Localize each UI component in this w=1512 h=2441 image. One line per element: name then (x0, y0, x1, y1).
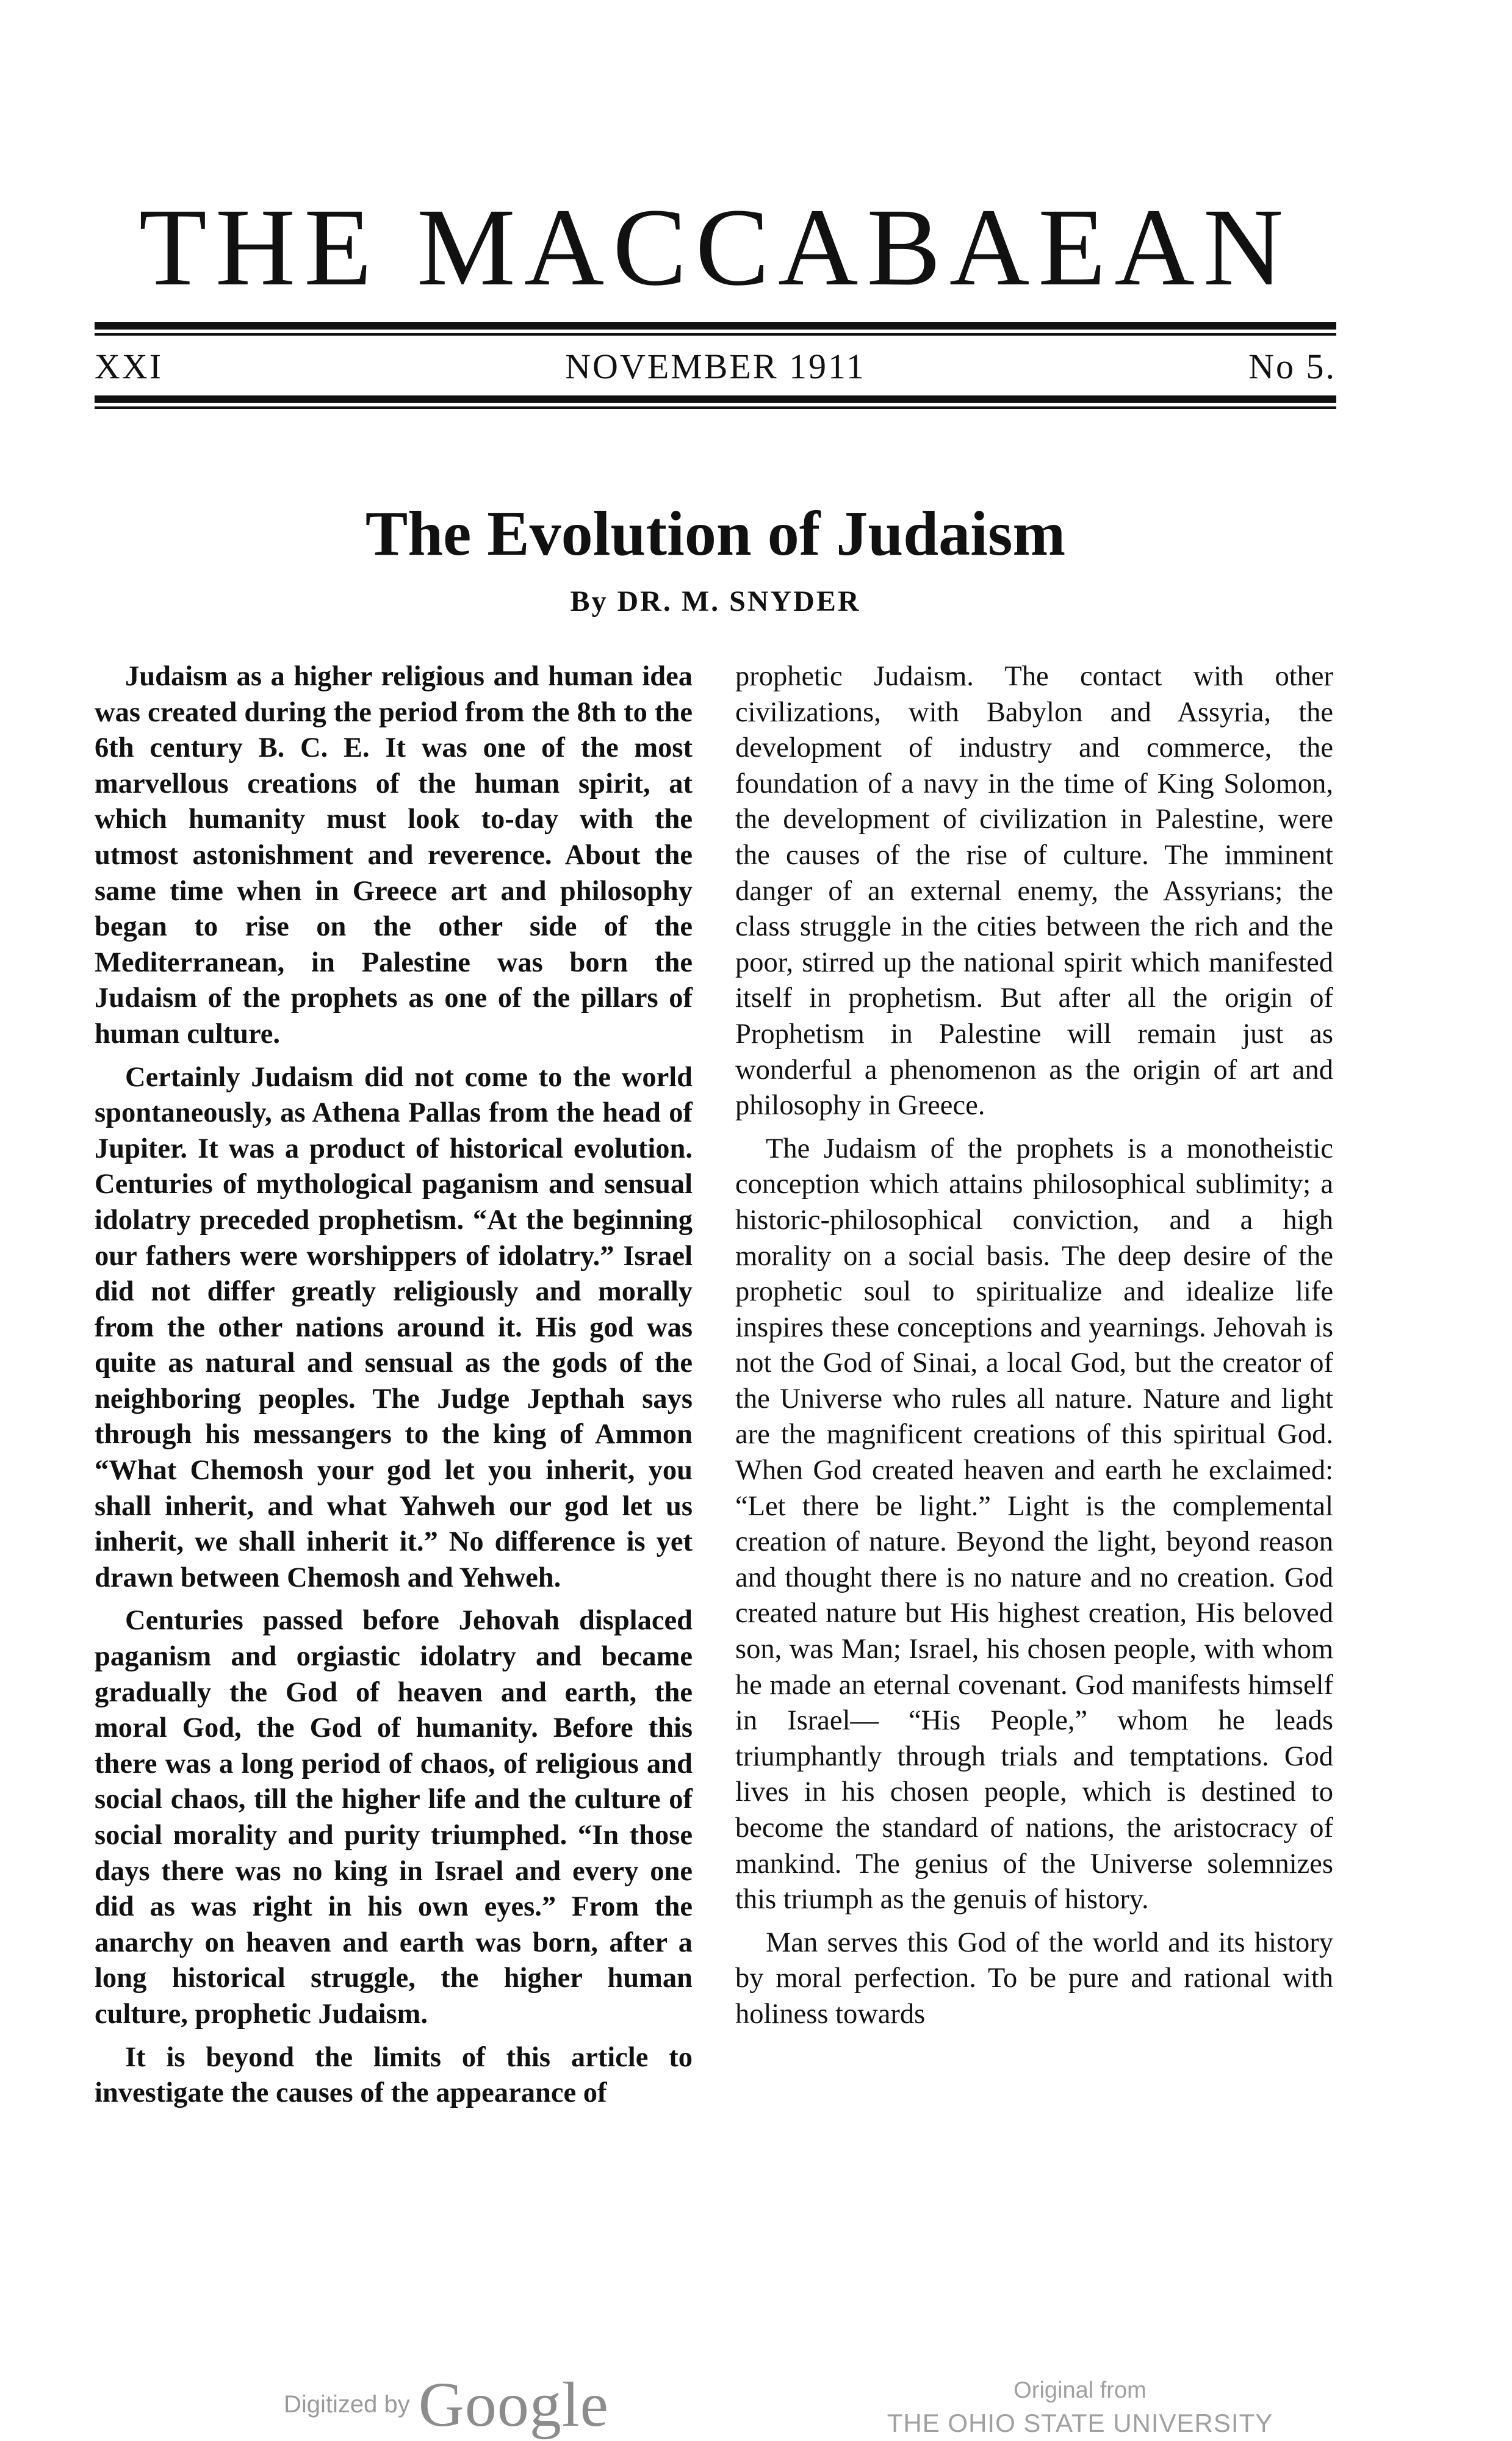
original-from-label: Original from (1013, 2378, 1147, 2403)
paragraph: The Judaism of the prophets is a monotheistic conception which attains philosophical sublimity; a historic-philosophical conviction, and a high morality on a social basis. The deep desire of the prophetic soul to spiritualize and idealize life inspires these conceptions and yearnings. Jehovah is not the God of Sinai, a local God, but the creator of the Universe who rules all nature. Nature and light are the magnificent creations of this spiritual God. When God created heaven and earth he exclaimed: “Let there be light.” Light is the complemental creation of nature. Beyond the light, beyond reason and thought there is no nature and no creation. God created nature but His highest creation, His beloved son, was Man; Israel, his chosen people, with whom he made an eternal covenant. God manifests himself in Israel— “His People,” whom he leads triumphantly through trials and temptations. God lives in his chosen people, which is destined to become the standard of nations, the aristocracy of mankind. The genius of the Universe solemnizes this triumph as the genuis of history. (735, 1133, 1333, 1916)
paragraph: Certainly Judaism did not come to the world spontaneously, as Athena Pallas from the head of Jupiter. It was a product of historical evolution. Centuries of mythological paganism and sensual idolatry preceded prophetism. “At the beginning our fathers were worshippers of idolatry.” Israel did not differ greatly religiously and morally from the other nations around it. His god was quite as natural and sensual as the gods of the neighboring peoples. The Judge Jepthah says through his messangers to the king of Ammon “What Chemosh your god let you inherit, you shall inherit, and what Yahweh our god let us inherit, we shall inherit it.” No difference is yet drawn between Chemosh and Yehweh. (95, 1061, 693, 1593)
google-logo: Google (418, 2369, 609, 2440)
article-title: The Evolution of Judaism (365, 499, 1066, 569)
digitized-by-label: Digitized by (284, 2390, 410, 2418)
issue-number: No 5. (1248, 347, 1336, 386)
paragraph: prophetic Judaism. The contact with other civilizations, with Babylon and Assyria, the development of industry and commerce, the foundation of a navy in the time of King Solomon, the development of civilization in Palestine, were the causes of the rise of culture. The imminent danger of an external enemy, the Assyrians; the class struggle in the cities between the rich and the poor, stirred up the national spirit which manifested itself in prophetism. But after all the origin of Prophetism in Palestine will remain just as wonderful a phenomenon as the origin of art and philosophy in Greece. (735, 661, 1333, 1122)
paragraph: Man serves this God of the world and its history by moral perfection. To be pure and rational with holiness towards (735, 1927, 1333, 2030)
digitized-by-watermark (284, 2371, 609, 2438)
issue-date: NOVEMBER 1911 (565, 347, 866, 386)
left-column (95, 659, 693, 2119)
paragraph: Centuries passed before Jehovah displaced paganism and orgiastic idolatry and became gradually the God of heaven and earth, the moral God, the God of humanity. Before this there was a long period of chaos, of religious and social chaos, till the higher life and the culture of social morality and purity triumphed. “In those days there was no king in Israel and every one did as was right in his own eyes.” From the anarchy on heaven and earth was born, after a long historical struggle, the higher human culture, prophetic Judaism. (95, 1605, 693, 2030)
volume-number: XXI (95, 347, 164, 386)
masthead-rule-top (95, 322, 1336, 336)
university-label: THE OHIO STATE UNIVERSITY (887, 2409, 1273, 2437)
article-byline: By DR. M. SNYDER (570, 585, 861, 618)
paragraph: It is beyond the limits of this article to investigate the causes of the appearance of (95, 2041, 693, 2109)
masthead-rule-bottom (95, 395, 1336, 409)
right-column (735, 659, 1333, 2040)
original-source-watermark (866, 2374, 1294, 2440)
paragraph: Judaism as a higher religious and human idea was created during the period from the 8th to the 6th century B. C. E. It was one of the most marvellous creations of the human spirit, at which humanity must look to-day with the utmost astonishment and reverence. About the same time when in Greece art and philosophy began to rise on the other side of the Mediterranean, in Palestine was born the Judaism of the prophets as one of the pillars of human culture. (95, 661, 693, 1050)
masthead-title: THE MACCABAEAN (139, 186, 1292, 309)
